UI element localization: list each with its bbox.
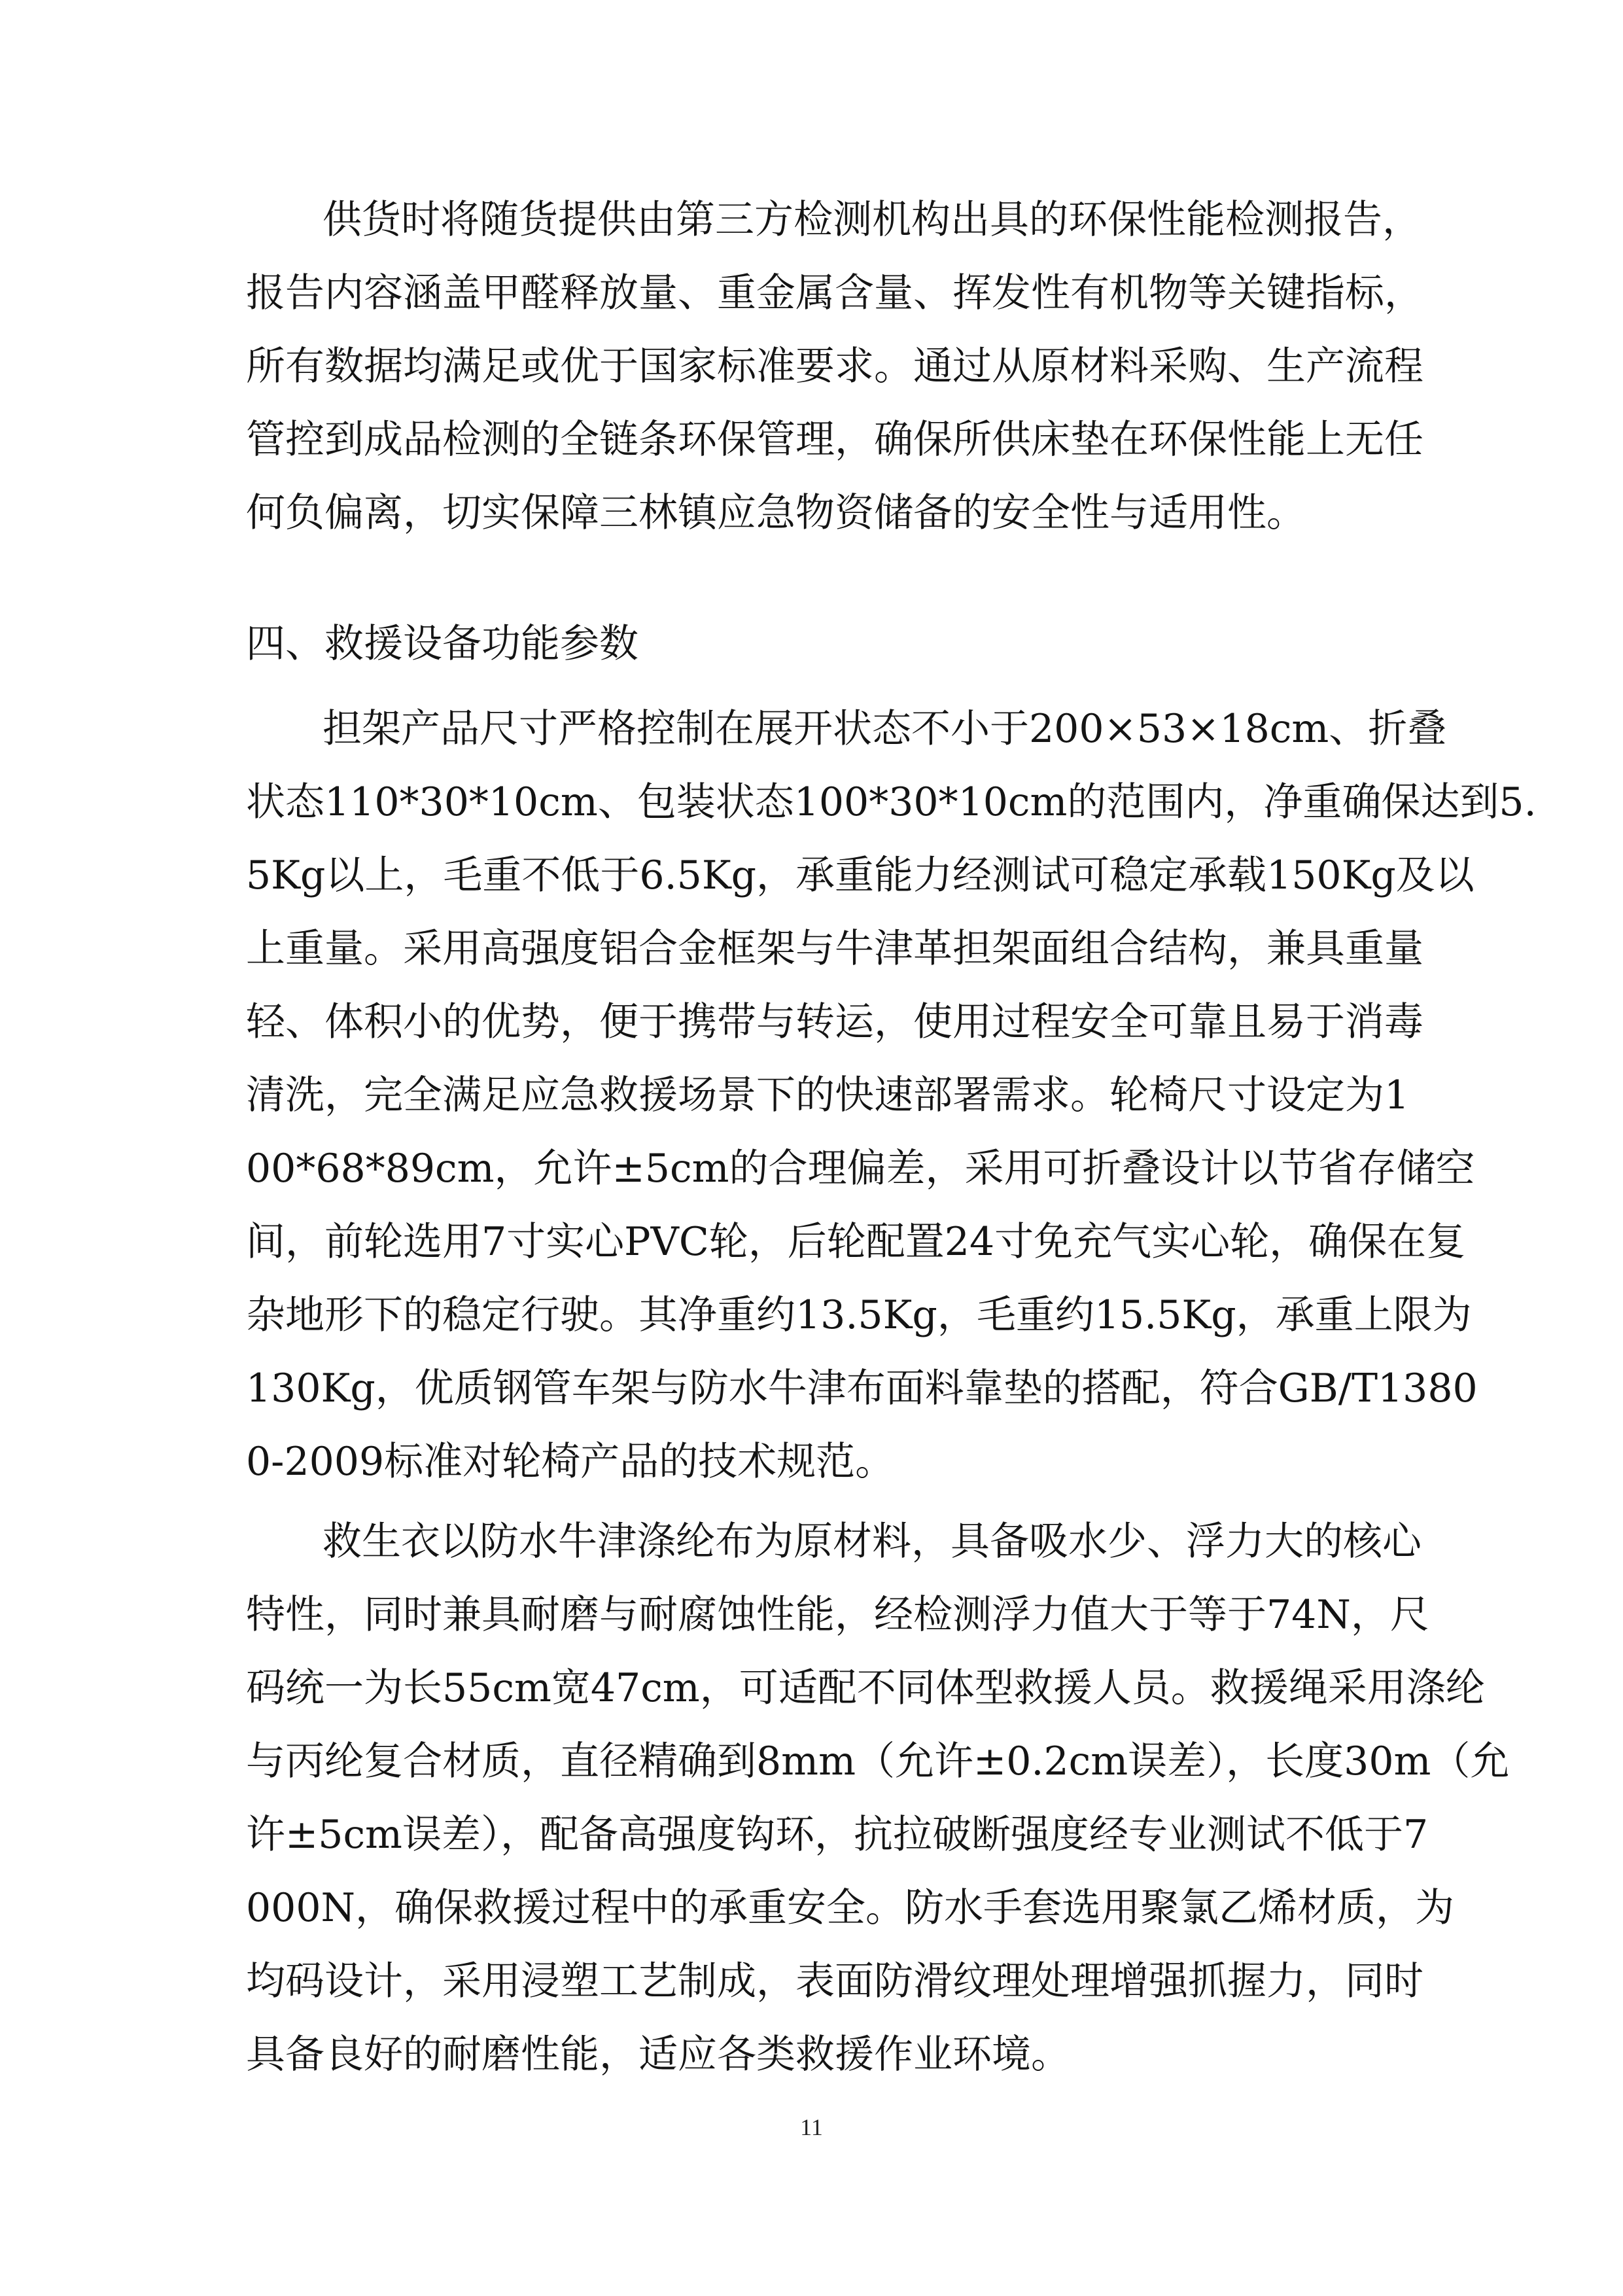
text-line: 与丙纶复合材质，直径精确到8mm（允许±0.2cm误差），长度30m（允 bbox=[246, 1739, 1510, 1784]
text-line: 供货时将随货提供由第三方检测机构出具的环保性能检测报告， bbox=[323, 197, 1422, 243]
text-line: 具备良好的耐磨性能，适应各类救援作业环境。 bbox=[246, 2032, 1070, 2077]
text-line: 轻、体积小的优势，便于携带与转运，使用过程安全可靠且易于消毒 bbox=[246, 999, 1423, 1045]
text-line: 000N，确保救援过程中的承重安全。防水手套选用聚氯乙烯材质，为 bbox=[246, 1885, 1455, 1931]
text-line: 00*68*89cm，允许±5cm的合理偏差，采用可折叠设计以节省存储空 bbox=[246, 1146, 1475, 1192]
section-heading: 四、救援设备功能参数 bbox=[246, 621, 638, 667]
text-line: 杂地形下的稳定行驶。其净重约13.5Kg，毛重约15.5Kg，承重上限为 bbox=[246, 1292, 1472, 1338]
text-line: 状态110*30*10cm、包装状态100*30*10cm的范围内，净重确保达到5. bbox=[246, 779, 1537, 825]
page-number: 11 bbox=[800, 2114, 823, 2140]
text-line: 5Kg以上，毛重不低于6.5Kg，承重能力经测试可稳定承载150Kg及以 bbox=[246, 853, 1475, 898]
text-line: 管控到成品检测的全链条环保管理，确保所供床垫在环保性能上无任 bbox=[246, 417, 1423, 463]
text-line: 间，前轮选用7寸实心PVC轮，后轮配置24寸免充气实心轮，确保在复 bbox=[246, 1219, 1466, 1265]
text-line: 所有数据均满足或优于国家标准要求。通过从原材料采购、生产流程 bbox=[246, 344, 1423, 389]
text-line: 130Kg，优质钢管车架与防水牛津布面料靠垫的搭配，符合GB/T1380 bbox=[246, 1366, 1478, 1411]
text-line: 许±5cm误差），配备高强度钩环，抗拉破断强度经专业测试不低于7 bbox=[246, 1812, 1429, 1858]
text-line: 清洗，完全满足应急救援场景下的快速部署需求。轮椅尺寸设定为1 bbox=[246, 1072, 1410, 1118]
text-line: 特性，同时兼具耐磨与耐腐蚀性能，经检测浮力值大于等于74N，尺 bbox=[246, 1592, 1429, 1638]
text-line: 上重量。采用高强度铝合金框架与牛津革担架面组合结构，兼具重量 bbox=[246, 926, 1423, 972]
text-line: 报告内容涵盖甲醛释放量、重金属含量、挥发性有机物等关键指标， bbox=[246, 270, 1423, 316]
text-line: 何负偏离，切实保障三林镇应急物资储备的安全性与适用性。 bbox=[246, 490, 1306, 536]
text-line: 码统一为长55cm宽47cm，可适配不同体型救援人员。救援绳采用涤纶 bbox=[246, 1665, 1485, 1711]
text-line: 救生衣以防水牛津涤纶布为原材料，具备吸水少、浮力大的核心 bbox=[323, 1519, 1422, 1564]
text-line: 担架产品尺寸严格控制在展开状态不小于200×53×18cm、折叠 bbox=[323, 706, 1447, 752]
text-line: 均码设计，采用浸塑工艺制成，表面防滑纹理处理增强抓握力，同时 bbox=[246, 1958, 1423, 2004]
text-line: 0-2009标准对轮椅产品的技术规范。 bbox=[246, 1439, 895, 1485]
